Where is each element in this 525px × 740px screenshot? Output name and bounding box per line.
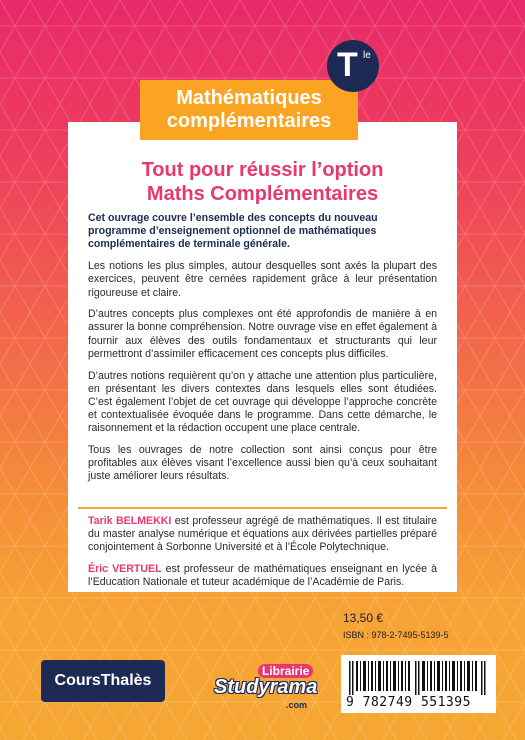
barcode-bars (349, 661, 489, 695)
studyrama-logo-suffix: .com (286, 700, 308, 710)
intro-paragraph: Cet ouvrage couvre l’ensemble des concepts du nouveau programme d’enseignement optionnel de mathématiques complémentaires de terminale générale. (88, 212, 378, 251)
headline (68, 158, 457, 206)
level-badge (327, 40, 379, 92)
level-superscript: le (363, 50, 371, 61)
headline-line-2: Maths Complémentaires (146, 183, 379, 205)
author-name: Éric VERTUEL (88, 563, 162, 575)
authors-section (88, 515, 437, 598)
studyrama-logo-top: Librairie (258, 664, 313, 678)
author-name: Tarik BELMEKKI (88, 515, 172, 527)
barcode-number: 9 782749 551395 (346, 695, 471, 710)
paragraph: D’autres concepts plus complexes ont été approfondis de manière à en assurer la bonne compréhension. Notre ouvrage vise en effet également à fournir aux élèves des outils fondamentaux et structurants qui leur permettront d’assimiler efficacement ces concepts plus difficiles. (88, 308, 437, 360)
level-letter: T (337, 46, 358, 84)
barcode (341, 655, 496, 713)
isbn: ISBN : 978-2-7495-5139-5 (343, 630, 449, 640)
paragraph: Les notions les plus simples, autour desquelles sont axés la plupart des exercices, peuvent être cernées rapidement grâce à leur présentation rigoureuse et claire. (88, 260, 437, 299)
studyrama-logo-main: Studyrama (214, 676, 318, 698)
author-description: est professeur agrégé de mathématiques. Il est titulaire du master analyse numérique et équations aux dérivées partielles préparé conjointement à Sorbonne Université et à l’École Polytechnique. (88, 515, 437, 553)
price: 13,50 € (343, 611, 384, 625)
banner-line-2: complémentaires (166, 110, 332, 132)
paragraph: Tous les ouvrages de notre collection sont ainsi conçus pour être profitables aux élèves visant l’excellence aussi bien qu’à ceux souhaitant juste améliorer leurs résultats. (88, 444, 437, 483)
description (88, 212, 437, 492)
studyrama-logo (212, 664, 317, 714)
author-description: est professeur de mathématiques enseignant en lycée à l’Education Nationale et tuteur académique de l’Académie de Paris. (88, 563, 437, 588)
author-bio (88, 515, 437, 554)
banner-line-1: Mathématiques (176, 87, 322, 109)
paragraph: D’autres notions requièrent qu’on y attache une attention plus particulière, en présentant les divers contextes dans lesquels elles sont étudiées. C’est également l’objet de cet ouvrage qui développe l’approche concrète et contextualisée évoquée dans le programme. Dans cette démarche, le raisonnement et la rédaction occupent une place centrale. (88, 369, 437, 435)
author-bio (88, 563, 437, 589)
coursthales-logo: CoursThalès (41, 660, 165, 702)
headline-line-1: Tout pour réussir l’option (141, 159, 384, 181)
divider (78, 507, 447, 509)
subject-banner (140, 80, 358, 140)
